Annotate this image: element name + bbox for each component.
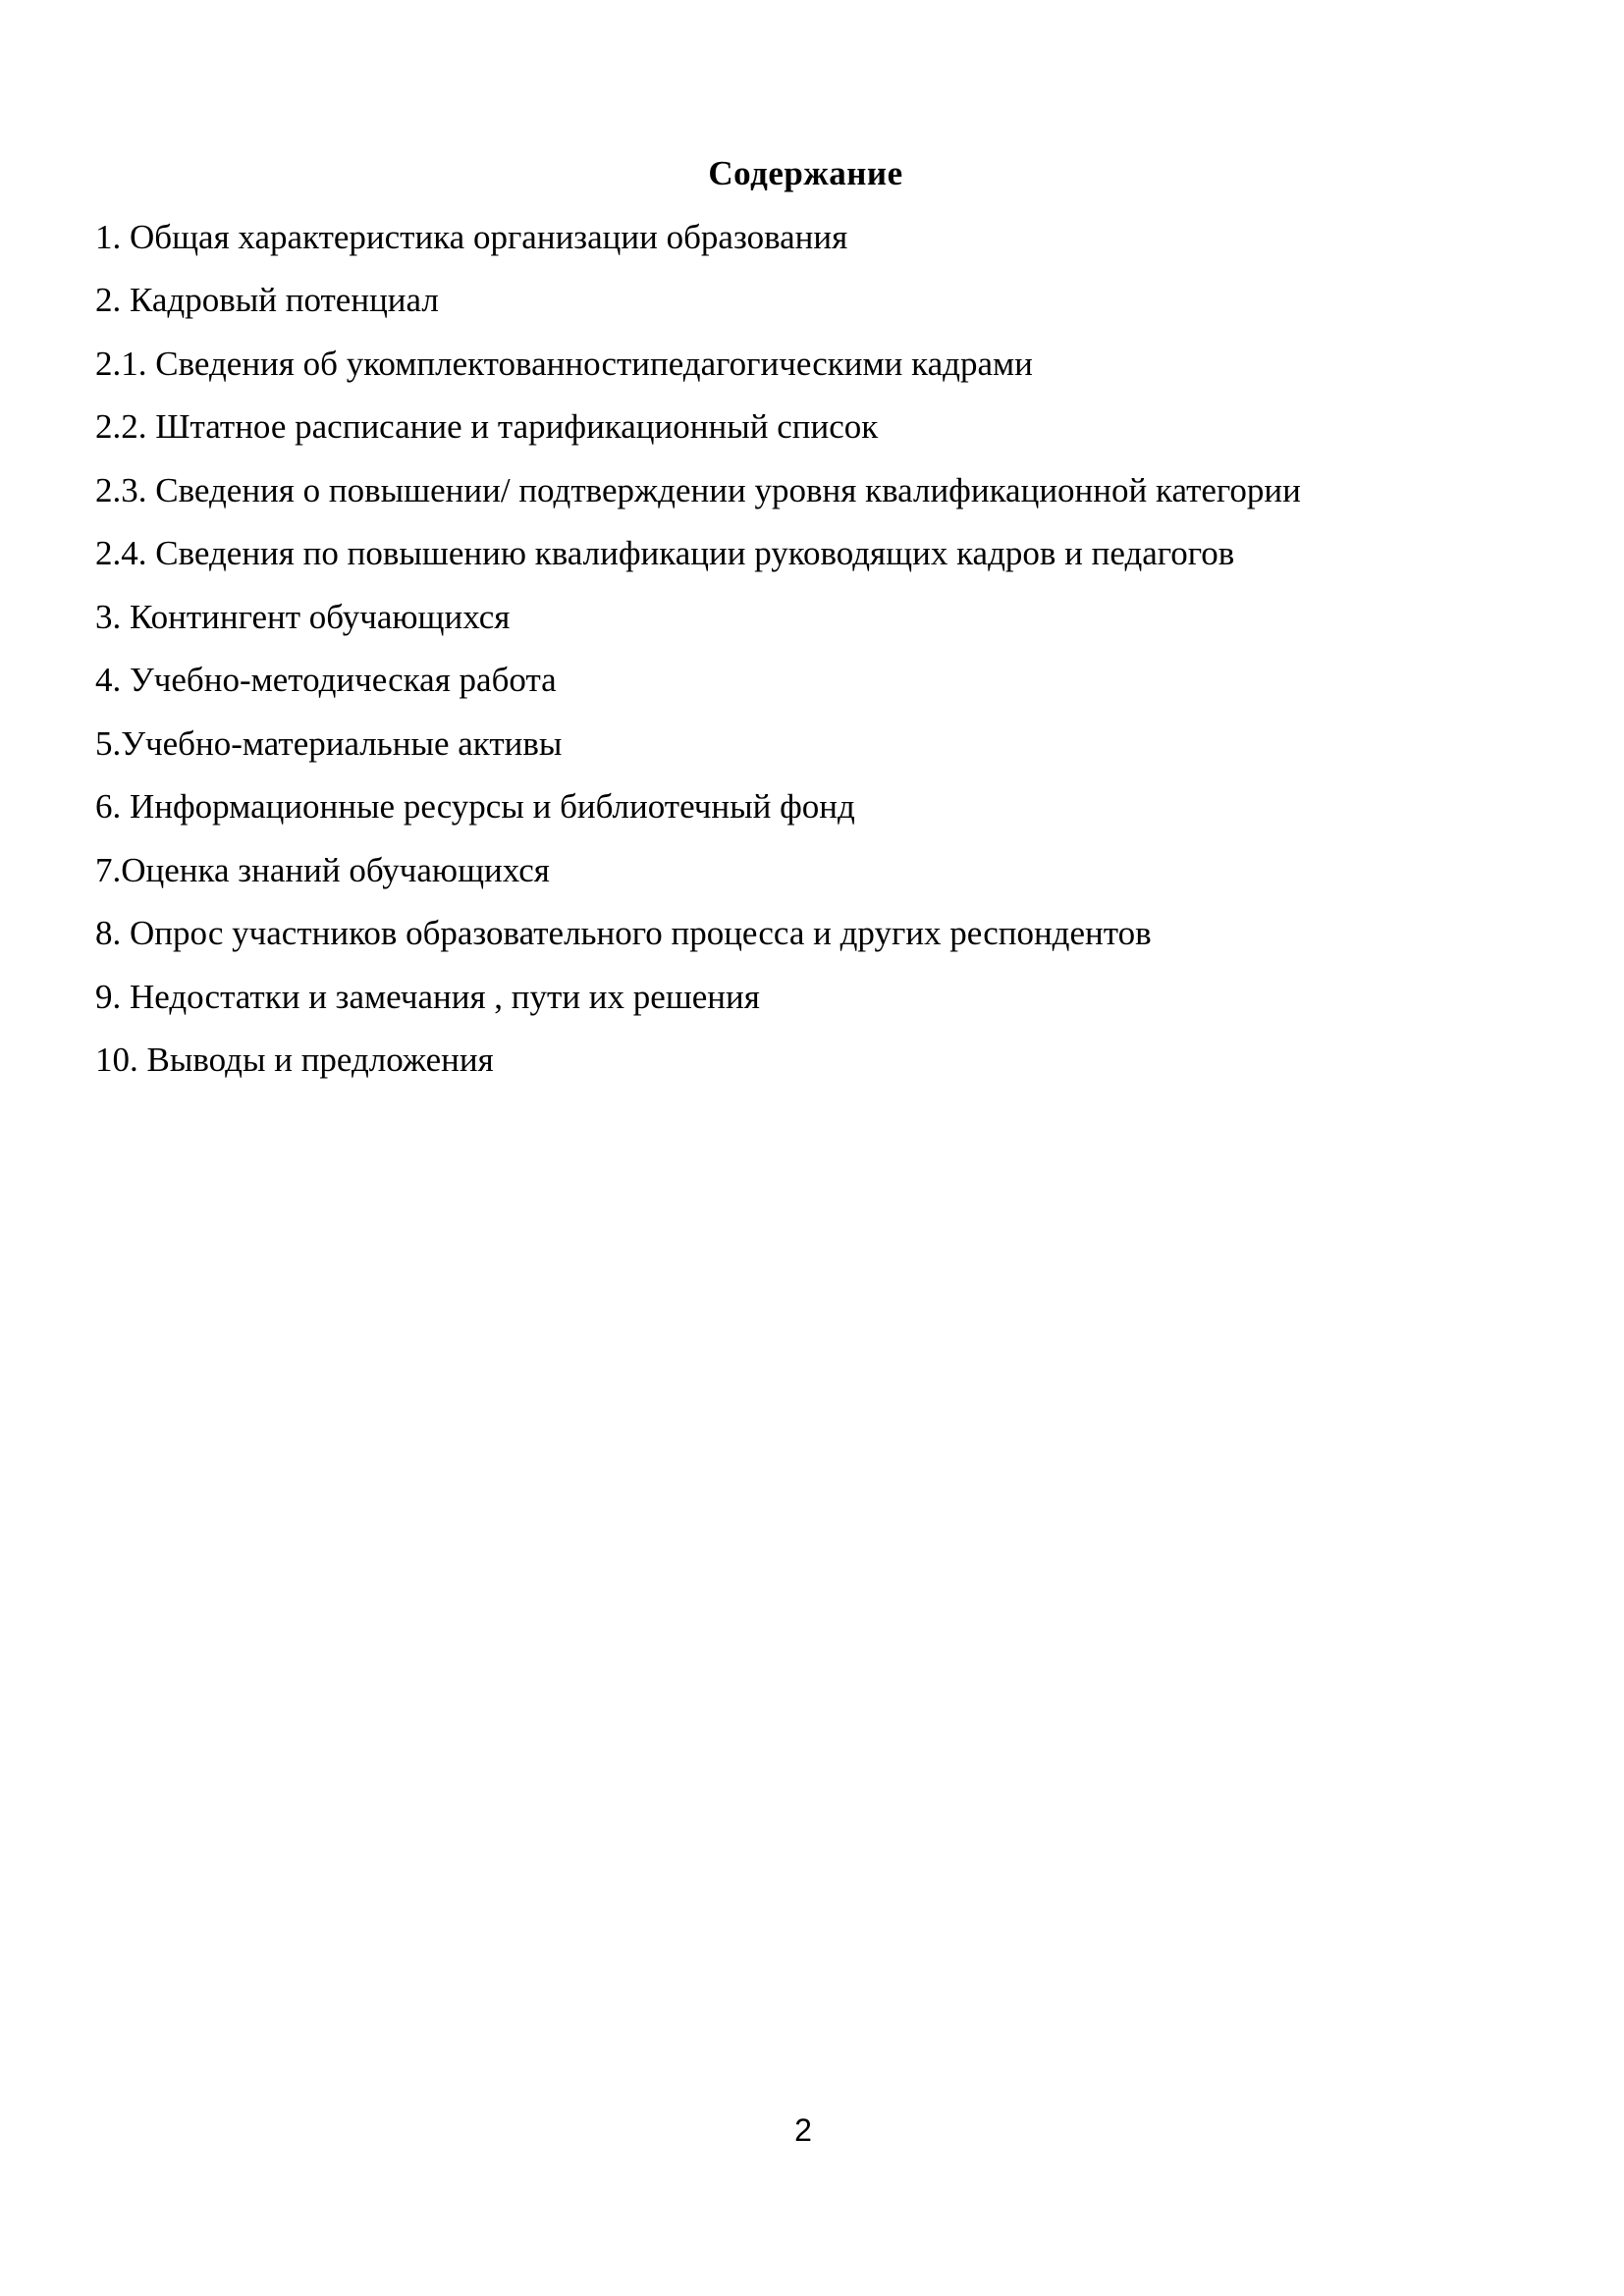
toc-item-4: 4. Учебно-методическая работа (95, 661, 557, 699)
page-title: Содержание (708, 154, 903, 192)
toc-item-2-1: 2.1. Сведения об укомплектованностипедагогическими кадрами (95, 344, 1033, 383)
toc-item-2-4: 2.4. Сведения по повышению квалификации руководящих кадров и педагогов (95, 534, 1235, 572)
page-content (95, 142, 1516, 1093)
toc-item-2: 2. Кадровый потенциал (95, 281, 439, 319)
toc-item-5: 5.Учебно-материальные активы (95, 723, 563, 763)
page-number: 2 (794, 2112, 812, 2148)
toc-item-8: 8. Опрос участников образовательного процесса и других респондентов (95, 914, 1152, 952)
toc-item-10: 10. Выводы и предложения (95, 1041, 494, 1079)
toc-item-1: 1. Общая характеристика организации образования (95, 217, 848, 256)
toc-item-2-2: 2.2. Штатное расписание и тарификационный список (95, 407, 879, 446)
toc-item-2-3: 2.3. Сведения о повышении/ подтверждении уровня квалификационной категории (95, 470, 1301, 509)
toc-item-6: 6. Информационные ресурсы и библиотечный фонд (95, 787, 855, 826)
toc-item-7: 7.Оценка знаний обучающихся (95, 850, 550, 889)
toc-item-9: 9. Недостатки и замечания , пути их решения (95, 977, 760, 1016)
toc-item-3: 3. Контингент обучающихся (95, 597, 511, 636)
toc-list (95, 206, 1516, 1093)
